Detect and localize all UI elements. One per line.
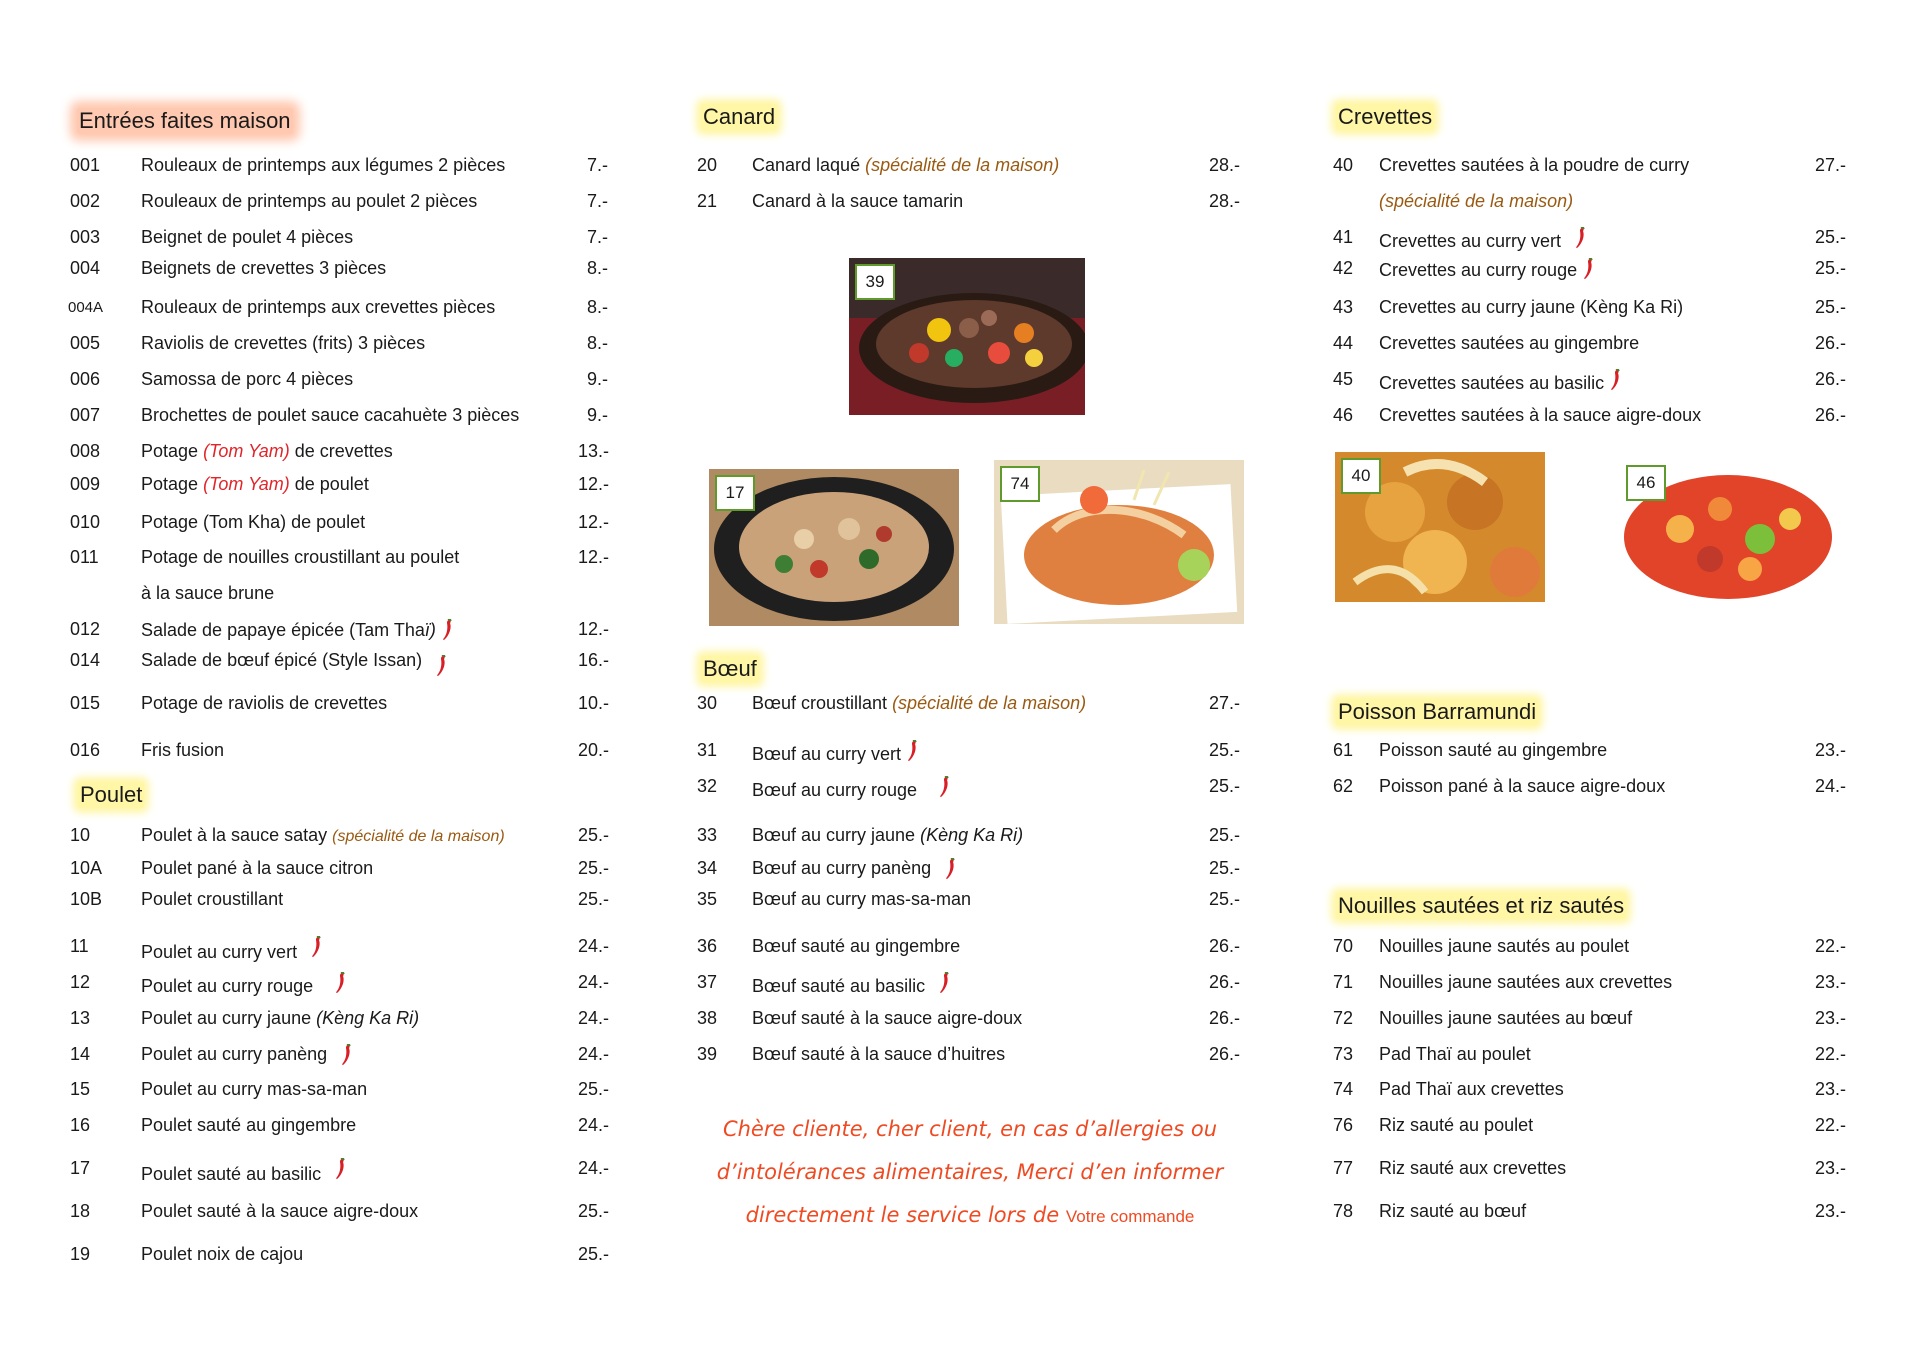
chili-icon [907,740,919,762]
photo-badge: 46 [1626,465,1666,501]
chili-icon [939,972,951,994]
chili-icon [945,858,957,880]
section-title-boeuf: Bœuf [703,656,757,681]
chili-icon [1575,227,1587,249]
beef-stir-fry-photo [849,258,1085,415]
section-title-poisson: Poisson Barramundi [1338,699,1537,724]
section-title-entrees: Entrées faites maison [79,108,291,133]
section-title-nouilles: Nouilles sautées et riz sautés [1338,893,1625,918]
chili-icon [335,972,347,994]
chili-icon [341,1044,353,1066]
section-title-canard: Canard [703,104,776,129]
curry-shrimp-photo [1335,452,1545,602]
chicken-basil-photo [709,469,959,626]
section-title-crevettes: Crevettes [1338,104,1433,129]
sweet-sour-shrimp-photo [1620,459,1833,604]
section-title-poulet: Poulet [80,782,143,807]
photo-badge: 39 [855,264,895,300]
pad-thai-photo [994,460,1244,624]
chili-icon [442,619,454,641]
chili-icon [939,776,951,798]
chili-icon [436,655,448,677]
chili-icon [1610,369,1622,391]
photo-badge: 17 [715,475,755,511]
photo-badge: 74 [1000,466,1040,502]
chili-icon [1583,258,1595,280]
allergy-notice: Chère cliente, cher client, en cas d’allergies ou d’intolérances alimentaires, Merci d’en informer directement le service lors de Votre commande [716,1117,1224,1227]
chili-icon [311,936,323,958]
photo-badge: 40 [1341,458,1381,494]
chili-icon [335,1158,347,1180]
